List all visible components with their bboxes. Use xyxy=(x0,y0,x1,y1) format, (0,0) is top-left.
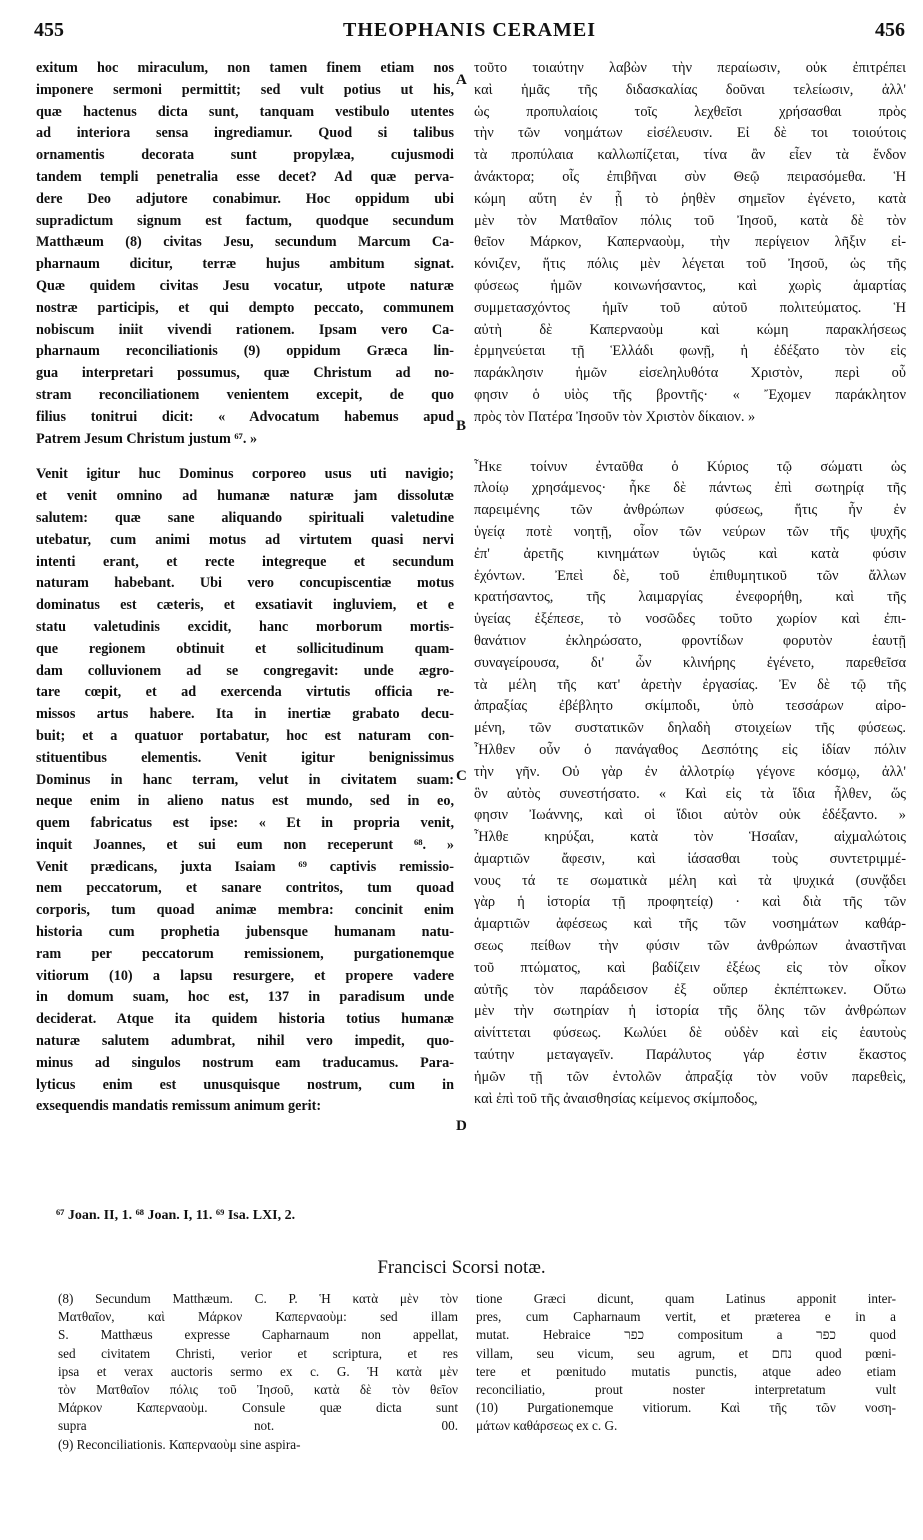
latin-text-line: imponere sermoni permittit; sed vult potius ut his, xyxy=(36,81,454,98)
greek-text-line: αἰνίττεται φύσεως. Κωλύει δὲ οὐδὲν καὶ εἰς ἑαυτοὺς xyxy=(474,1025,906,1042)
margin-marker-a: A xyxy=(456,72,467,88)
greek-text-line: συμμετασχόντος ἡμῖν τοῦ αὐτοῦ πολιτεύματος. Ἡ xyxy=(474,299,906,316)
note-line: μάτων καθάρσεως ex c. G. xyxy=(476,1418,618,1434)
note-line: sed civitatem Christi, verior et scriptura, et res xyxy=(58,1345,458,1361)
greek-text-line: Ἦλθε κηρύξαι, κατὰ τὸν Ἡσαΐαν, αἰχμαλώτοις xyxy=(474,829,906,846)
latin-text-line: Venit igitur huc Dominus corporeo usus uti navigio; xyxy=(36,466,454,483)
notes-right-column xyxy=(476,1290,896,1436)
greek-text-line: Ἦλθεν οὖν ὁ πανάγαθος Δεσπότης εἰς ἰδίαν πόλιν xyxy=(474,741,906,758)
greek-text-line: σεως πείθων τὴν φύσιν τῶν ἀνθρώπων ἀναστῆναι xyxy=(474,938,906,955)
greek-text-line: καὶ ἐπὶ τοῦ τῆς ἀναισθησίας κείμενος σκίμποδος, xyxy=(474,1090,758,1107)
note-line: (8) Secundum Matthæum. C. P. Ἡ κατὰ μὲν τὸν xyxy=(58,1291,458,1306)
margin-marker-b: B xyxy=(456,418,467,434)
greek-text-line: θεῖον Μάρκον, Καπερναοὺμ, τὴν περίγειον λῆξιν εἰ- xyxy=(474,234,906,251)
latin-text-line: nobiscum iniit vivendi rationem. Ipsam vero Ca- xyxy=(36,321,454,338)
greek-text-line: ὑγείας ἐξέπεσε, τὸ νοσῶδες τοῦτο χωρίον καὶ ἐπι- xyxy=(474,611,906,628)
latin-text-line: ad interiora sensa ingrediamur. Quod si talibus xyxy=(36,125,454,142)
greek-text-line: τὰ μέλη τῆς κατ' ἀρετὴν ἐργασίας. Ἐν δὲ τῷ τῆς xyxy=(474,676,906,693)
greek-text-line xyxy=(474,429,906,443)
latin-text-line: exsequendis mandatis remissum animum gerit: xyxy=(36,1098,322,1115)
latin-text-line: lyticus enim est unusquisque nostrum, cum in xyxy=(36,1076,454,1093)
latin-text-line: pharnaum dicitur, terræ hujus ambitum signat. xyxy=(36,256,454,273)
greek-text-line: ἁμαρτιῶν ἀφέσεως καὶ τῆς τῶν νοσημάτων καθάρ- xyxy=(474,916,906,933)
latin-text-line: corporis, tum quoad animæ membra: concinit enim xyxy=(36,902,454,919)
note-line: (9) Reconciliationis. Καπερναοὺμ sine aspira- xyxy=(58,1436,301,1452)
greek-text-line: αὐτὴ δὲ Καπερναοὺμ καὶ κώμη παρακλήσεως xyxy=(474,321,906,338)
greek-text-line: ἑρμηνεύεται τῇ Ἑλλάδι φωνῇ, ἡ ἐδέξατο τὸν εἰς xyxy=(474,343,906,360)
greek-text-line: ταύτην μεταγαγεῖν. Παράλυτος γάρ ἐστιν ἕκαστος xyxy=(474,1047,906,1064)
latin-text-line: inquit Joannes, et sui eum non receperunt ⁶⁸. » xyxy=(36,836,454,853)
greek-text-line: φύσεως ἡμῶν κοινωνήσαντος, καὶ χωρὶς ἁμαρτίας xyxy=(474,277,906,294)
latin-text-line: quem fabricatus est ipse: « Et in propria venit, xyxy=(36,815,454,832)
latin-text-line: naturam habebant. Ubi vero concupiscentiæ motus xyxy=(36,575,454,592)
latin-text-line: naturæ salutem adumbrat, nihil vero impedit, quo- xyxy=(36,1033,454,1050)
latin-text-line: dere Deo adjutore conabimur. Hoc oppidum ubi xyxy=(36,190,454,207)
latin-text-line: ornamentis decorata sunt propylæa, cujusmodi xyxy=(36,147,454,164)
greek-text-line: μὲν τὴν σωτηρίαν ἡ ἱστορία τῆς ὅλης τῶν ἀνθρώπων xyxy=(474,1003,906,1020)
greek-text-line: κώμη αὕτη ἐν ᾗ τὸ ῥηθὲν σημεῖον ἐγένετο, κατὰ xyxy=(474,190,906,207)
latin-text-line: quæ hactenus dicta sunt, tanquam vestibulo utentes xyxy=(36,103,454,120)
greek-text-line: θανάτιον ἐκληρώσατο, φροντίδων φορυτὸν ἑαυτῇ xyxy=(474,632,906,649)
note-line: villam, seu vicum, seu agrum, et נחם quod pœni- xyxy=(476,1345,896,1361)
latin-text-line: deciderat. Atque ita quidem historia totius humanæ xyxy=(36,1011,454,1028)
latin-text-line: vitiorum (10) a lapsu resurgere, et propere vadere xyxy=(36,967,454,984)
greek-text-line: τὴν τῶν νοημάτων εἰσέλευσιν. Εἰ δὲ τοι τοιούτοις xyxy=(474,125,906,142)
note-line: tione Græci dicunt, quam Latinus apponit inter- xyxy=(476,1291,896,1306)
note-line: Μάρκον Καπερναοὺμ. Consule quæ dicta sunt xyxy=(58,1400,458,1416)
latin-text-line: Quæ quidem civitas Jesu vocatur, utpote naturæ xyxy=(36,277,454,294)
greek-text-line: ἀνάκτορα; οἷς ἐπιβῆναι σὺν Θεῷ πειρασόμεθα. Ἡ xyxy=(474,168,906,185)
note-line: mutat. Hebraice כפר compositum a כפר quod xyxy=(476,1327,896,1343)
greek-text-line: κρατήσαντος, τῆς λαιμαργίας ἐνεφορήθη, καὶ τῆς xyxy=(474,589,906,606)
note-line: reconciliatio, prout noster interpretatum vult xyxy=(476,1381,896,1397)
latin-text-line: nem peccatorum, et sanare contritos, tum quoad xyxy=(36,880,454,897)
greek-text-line: ἐπ' ἀρετῆς κινημάτων ὑγιῶς καὶ κατὰ φύσιν xyxy=(474,545,906,562)
latin-text-line: stituentibus elementis. Venit igitur benignissimus xyxy=(36,749,454,766)
latin-text-line: et venit omnino ad humanæ naturæ jam dissolutæ xyxy=(36,488,454,505)
greek-text-line: καὶ ἡμᾶς τῆς διδασκαλίας δοῦναι τελείωσιν, ἀλλ' xyxy=(474,81,906,98)
note-line: ipsa et verax auctoris sermo ex c. G. Ἡ κατὰ μὲν xyxy=(58,1363,458,1379)
greek-text-line: Ἧκε τοίνυν ἐνταῦθα ὁ Κύριος τῷ σώματι ὡς xyxy=(474,458,906,475)
greek-text-line: παράκλησιν ἡμῶν εἰσεληλυθότα Χριστὸν, περὶ οὗ xyxy=(474,365,906,382)
note-line: τὸν Ματθαῖον πόλις τοῦ Ἰησοῦ, κατὰ δὲ τὸν θεῖον xyxy=(58,1381,458,1397)
left-page-number: 455 xyxy=(34,19,64,41)
latin-text-line: neque enim in alieno natus est mundo, sed in eo, xyxy=(36,793,454,810)
greek-text-line: ἐχόντων. Ἐπεὶ δὲ, τοῦ ἐπιθυμητικοῦ τῶν ἄλλων xyxy=(474,567,906,584)
latin-text-line: Patrem Jesum Christum justum ⁶⁷. » xyxy=(36,430,258,447)
greek-column xyxy=(474,58,906,1110)
greek-text-line: κόνιζεν, ἥτις πόλις μὲν λέγεται τοῦ Ἰησοῦ, ὡς τῆς xyxy=(474,256,906,273)
greek-text-line: ἁμαρτιῶν ἄφεσιν, καὶ ἰάσασθαι τοὺς συντετριμμέ- xyxy=(474,850,906,867)
latin-text-line: missos artus habere. Ita in inertiæ grabato decu- xyxy=(36,706,454,723)
note-line: (10) Purgationemque vitiorum. Καὶ τῆς τῶν νοση- xyxy=(476,1400,896,1416)
latin-text-line: salutem: quæ sane aliquando spirituali valetudine xyxy=(36,509,454,526)
latin-text-line: que regionem obtinuit et sollicitudinum quam- xyxy=(36,640,454,657)
greek-text-line: γὰρ ἡ ἱστορία τῇ προφητείᾳ) · καὶ διὰ τῆς τῶν xyxy=(474,894,906,911)
latin-text-line: Matthæum (8) civitas Jesu, secundum Marcum Ca- xyxy=(36,234,454,251)
latin-text-line: in domum suam, hoc est, 137 in paradisum unde xyxy=(36,989,454,1006)
greek-text-line: συναγείρουσα, δι' ὧν κλινήρης ἐγένετο, παρεθεῖσα xyxy=(474,654,906,671)
greek-text-line: ὑγείᾳ ποτὲ νοητῇ, οἷον τῶν νεύρων τῶν τῆς ψυχῆς xyxy=(474,523,906,540)
greek-text-line: τὰ προπύλαια καλλωπίζεται, τίνα ἂν εἶεν τὰ ἔνδον xyxy=(474,147,906,164)
right-page-number: 456 xyxy=(875,19,905,41)
page-header xyxy=(34,8,905,42)
greek-text-line: ὃν αὐτὸς συνεστήσατο. « Καὶ εἰς τὰ ἴδια ἦλθεν, ὥς xyxy=(474,785,906,802)
latin-text-line: intenti erant, et recte integreque et secundum xyxy=(36,553,454,570)
latin-text-line: filius tonitrui dicit: « Advocatum habemus apud xyxy=(36,408,454,425)
latin-text-line xyxy=(36,450,454,464)
greek-text-line: μένη, τῶν συστατικῶν δηλαδὴ στοιχείων τῆς φύσεως. xyxy=(474,720,906,737)
greek-text-line: ὡς προπυλαίοις τοῖς λεχθεῖσι χρήσασθαι πρὸς xyxy=(474,103,906,120)
latin-column xyxy=(36,58,454,1118)
greek-text-line: αὐτῆς τὸν παράδεισον ἐξ οὕπερ ἐκπέπτωκεν. Οὕτω xyxy=(474,981,906,998)
latin-text-line: tare cœpit, et ad exercenda virtutis officia re- xyxy=(36,684,454,701)
latin-text-line: Dominus in hanc terram, velut in civitatem suam: xyxy=(36,771,454,788)
footnote-references: ⁶⁷ Joan. II, 1. ⁶⁸ Joan. I, 11. ⁶⁹ Isa. LXI, 2. xyxy=(56,1208,296,1223)
note-line: Ματθαῖον, καὶ Μάρκον Καπερναοὺμ: sed illam xyxy=(58,1309,458,1325)
greek-text-line: τὴν γῆν. Οὐ γὰρ ἐν ἀλλοτρίῳ γέγονε κόσμῳ, ἀλλ' xyxy=(474,763,906,780)
greek-text-line: τοῦ πτώματος, καὶ βαδίζειν ἐξέως εἰς τὸν οἶκον xyxy=(474,959,906,976)
latin-text-line: stram reconciliationem venientem excepit, de quo xyxy=(36,386,454,403)
latin-text-line: dominatus est cæteris, et exsatiavit ingluviem, et e xyxy=(36,597,454,614)
latin-text-line: nostræ participis, et qui dempto peccato, communem xyxy=(36,299,454,316)
greek-text-line: τοῦτο τοιαύτην λαβὼν τὴν περαίωσιν, οὐκ ἐπιτρέπει xyxy=(474,60,906,76)
notes-left-column xyxy=(58,1290,458,1454)
latin-text-line: dam colluvionem ad se congregavit: unde ægro- xyxy=(36,662,454,679)
latin-text-line: statu valetudinis excidit, hanc morborum mortis- xyxy=(36,618,454,635)
latin-text-line: buit; et a quatuor portabatur, hoc est naturam con- xyxy=(36,727,454,744)
latin-text-line: minus ad singulos nostrum eam traducamus. Para- xyxy=(36,1054,454,1071)
greek-text-line: φησιν ὁ υἱὸς τῆς βροντῆς· « Ἔχομεν παράκλητον xyxy=(474,386,906,403)
greek-text-line: ἀπραξίας ἐβέβλητο σκίμποδι, ὑπὸ τεσσάρων αἰρο- xyxy=(474,698,906,715)
greek-text-line: νους τά τε σωματικὰ μέλη καὶ τὰ ψυχικά (συνᾄδει xyxy=(474,872,906,889)
greek-text-line: ἡμῶν τῇ τῶν ἐντολῶν ἀπραξίᾳ τὸν νοῦν παρεθεὶς, xyxy=(474,1068,906,1085)
greek-text-line: μὲν τὸν Ματθαῖον πόλις τοῦ Ἰησοῦ, κατὰ δὲ τὸν xyxy=(474,212,906,229)
note-line: supra not. 00. xyxy=(58,1418,458,1434)
latin-text-line: ram per peccatorum remissionem, purgationemque xyxy=(36,945,454,962)
greek-text-line: πρὸς τὸν Πατέρα Ἰησοῦν τὸν Χριστὸν δίκαιον. » xyxy=(474,408,756,425)
latin-text-line: gua interpretari possumus, quæ Christum ad no- xyxy=(36,365,454,382)
greek-text-line: πλοίῳ χρησάμενος· ἧκε δὲ πάντως ἐπὶ σωτηρίᾳ τῆς xyxy=(474,480,906,497)
margin-marker-c: C xyxy=(456,768,467,784)
greek-text-line: παρειμένης τῶν ἀνθρώπων φύσεως, ἥτις ἦν ἐν xyxy=(474,502,906,519)
latin-text-line: historia cum prophetia jubensque humanam natu- xyxy=(36,924,454,941)
latin-text-line: utebatur, cum animi motus ad virtutem quasi nervi xyxy=(36,531,454,548)
latin-text-line: supradictum signum est factum, quodque secundum xyxy=(36,212,454,229)
greek-text-line xyxy=(474,443,906,457)
latin-text-line: tandem templi penetralia esse decet? Ad quæ perva- xyxy=(36,168,454,185)
running-title: THEOPHANIS CERAMEI xyxy=(342,19,597,41)
note-line: pres, cum Capharnaum vertit, et præterea e in a xyxy=(476,1309,896,1325)
latin-text-line: Venit prædicans, juxta Isaiam ⁶⁹ captivis remissio- xyxy=(36,858,454,875)
note-line: S. Matthæus expresse Capharnaum non appellat, xyxy=(58,1327,458,1343)
latin-text-line: pharnaum reconciliationis (9) oppidum Græca lin- xyxy=(36,343,454,360)
margin-marker-d: D xyxy=(456,1118,467,1134)
latin-text-line: exitum hoc miraculum, non tamen finem etiam nos xyxy=(36,60,454,76)
note-line: tere et pœnitudo mutatis punctis, atque adeo etiam xyxy=(476,1363,896,1379)
greek-text-line: φησιν Ἰωάννης, καὶ οἱ ἴδιοι αὐτὸν οὐκ ἐδέξαντο. » xyxy=(474,807,906,824)
notes-title: Francisci Scorsi notæ. xyxy=(377,1257,546,1278)
